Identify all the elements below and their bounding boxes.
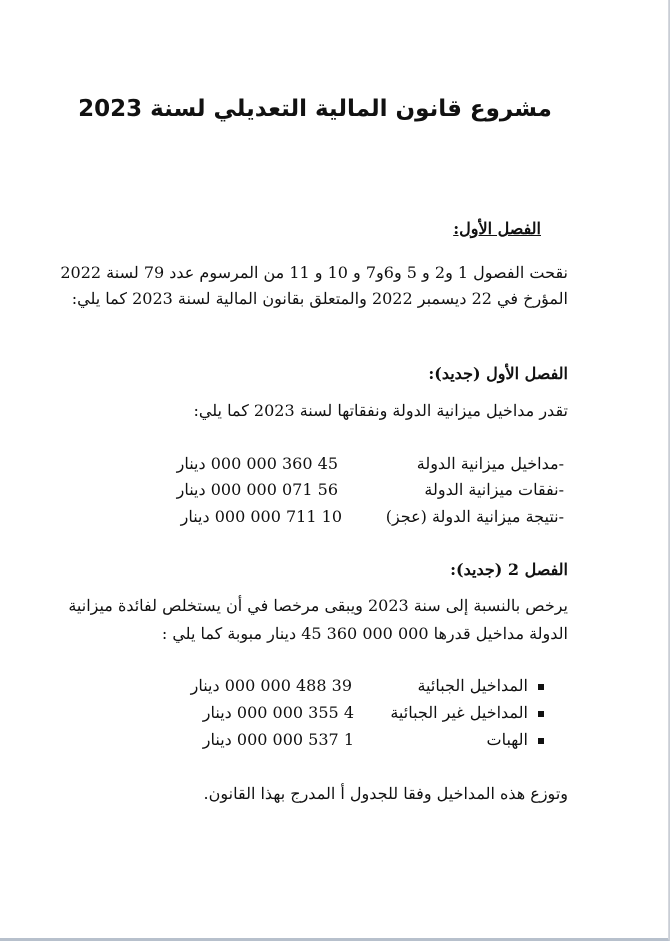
budget-amount-expenses: 56 071 000 000 دينار	[176, 480, 338, 499]
section-2-line-1: يرخص بالنسبة إلى سنة 2023 ويبقى مرخصا في أن يستخلص لفائدة ميزانية	[68, 596, 568, 615]
bullet-icon	[538, 711, 544, 717]
section-1-new-heading: الفصل الأول (جديد):	[428, 364, 568, 383]
budget-label-revenue: -مداخيل ميزانية الدولة	[416, 454, 564, 473]
section-2-line-2: الدولة مداخيل قدرها 000 000 360 45 دينار مبوبة كما يلي :	[161, 624, 568, 643]
section-1-new-intro: تقدر مداخيل ميزانية الدولة ونفقاتها لسنة 2023 كما يلي:	[193, 401, 568, 420]
bullet-icon	[538, 684, 544, 690]
section-2-new-heading: الفصل 2 (جديد):	[450, 560, 568, 579]
revenue-label-nontax: المداخيل غير الجبائية	[390, 703, 528, 722]
budget-amount-revenue: 45 360 000 000 دينار	[176, 454, 338, 473]
budget-label-expenses: -نفقات ميزانية الدولة	[424, 480, 564, 499]
section-2-closing: وتوزع هذه المداخيل وفقا للجدول أ المدرج بهذا القانون.	[203, 784, 568, 803]
document-title: مشروع قانون المالية التعديلي لسنة 2023	[78, 96, 552, 122]
revenue-label-tax: المداخيل الجبائية	[417, 676, 528, 695]
section-1-line-1: نقحت الفصول 1 و2 و 5 و6و7 و 10 و 11 من المرسوم عدد 79 لسنة 2022	[60, 263, 568, 282]
revenue-label-grants: الهبات	[486, 730, 528, 749]
revenue-amount-tax: 39 488 000 000 دينار	[190, 676, 352, 695]
revenue-amount-nontax: 4 355 000 000 دينار	[202, 703, 354, 722]
revenue-amount-grants: 1 537 000 000 دينار	[202, 730, 354, 749]
budget-amount-deficit: 10 711 000 000 دينار	[180, 507, 342, 526]
bullet-icon	[538, 738, 544, 744]
section-1-line-2: المؤرخ في 22 ديسمبر 2022 والمتعلق بقانون المالية لسنة 2023 كما يلي:	[71, 289, 568, 308]
section-1-heading: الفصل الأول:	[453, 219, 541, 238]
budget-label-deficit: -نتيجة ميزانية الدولة (عجز)	[385, 507, 564, 526]
